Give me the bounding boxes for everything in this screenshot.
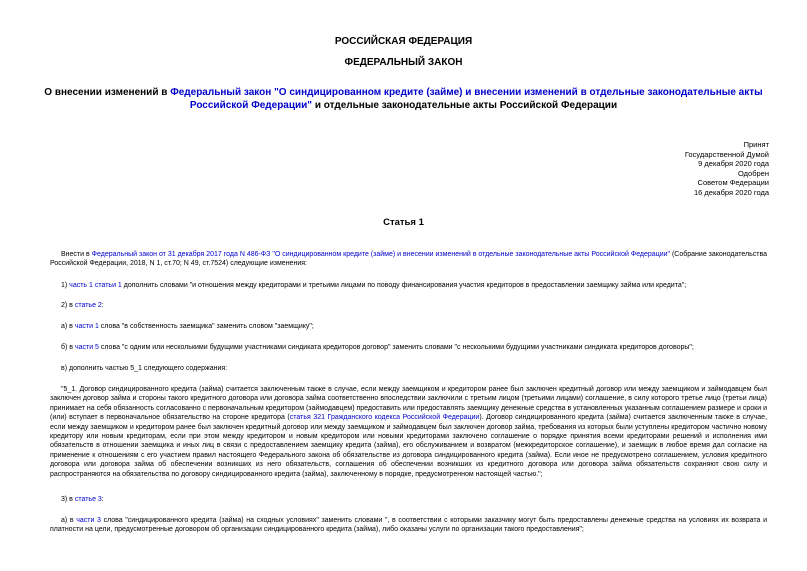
part-1-link[interactable]: части 1 [74,323,99,330]
paragraph-text: (Собрание законодательства Российской Федерации, 2018, N 1, ст.70; N 49, ст.7524) следующие изменения: [50,251,767,268]
adoption-info [569,140,769,197]
paragraph-item-2b [50,343,767,352]
law-486-link[interactable]: Федеральный закон от 31 декабря 2017 года N 486-ФЗ "О синдицированном кредите (займе) и внесении изменений в отдельные законодательные акты Российской Федерации" [91,251,671,258]
paragraph-item-2a [50,322,767,331]
paragraph-text: 1) [61,282,70,289]
paragraph-text: ). Договор синдицированного кредита (займа) считается заключенным также в случае, если между заемщиком и кредитором ранее был заключен кредитный договор или между заемщиком и займодавцем был заключен договор займа, требования из которых были уступлены кредитором частично новому кредитору или новым кредиторам, если при этом между кредитором и новым кредитором или новыми кредиторами заключено соглашение о порядке принятия всеми кредиторами решений и исполнения ими обязательств в отношении заемщика и иных лиц в связи с предоставлением заемщику кредита (займа), его обслуживанием и возвратом (межкредиторское соглашение), и заемщик в любое время дал согласие на применение к отношениям с его участием правил настоящего Федерального закона об обязательстве из договора синдицированного кредита (займа). Если иное не предусмотрено соглашением, условия кредитного договора или договора займа об обеспечении возникших из него обязательств, соглашения об обеспечении возникших из кредитного договора или договора займа обязательств сохраняют свою силу и распространяются на обязательства по договору синдицированного кредита (займа), заключенному в порядке, предусмотренном настоящей частью."; [50,414,768,478]
paragraph-text: дополнить словами "и отношения между кредиторами и третьими лицами по поводу финансирования участия кредиторов в предоставлении заемщику займа или кредита"; [121,282,687,289]
paragraph-intro [50,250,767,269]
paragraph-item-2 [50,301,767,310]
title-suffix: и отдельные законодательные акты Российской Федерации [312,100,618,111]
title-law-link[interactable]: Федеральный закон "О синдицированном кредите (займе) и внесении изменений в отдельные законодательные акты Российской Федерации" [170,87,763,111]
paragraph-text: : [101,302,104,309]
paragraph-text: а) в [61,323,75,330]
paragraph-text: слова "в собственность заемщика" заменить словом "заемщику"; [98,323,314,330]
paragraph-text: слова "с одним или несколькими будущими участниками синдиката кредиторов договор" заменить словами "с несколькими будущими участниками синдиката кредиторов договоры"; [98,344,694,351]
paragraph-text: слова "синдицированного кредита (займа) на сходных условиях" заменить словами ", в соответствии с которыми заказчику могут быть предоставлены денежные средства на условиях их возврата и платности на цели, предусмотренные договором об организации синдицированного кредита (займа), либо оказаны услуги по организации такого предоставления"; [50,517,767,534]
part-3-link[interactable]: части 3 [76,517,101,524]
paragraph-part-5-1 [50,385,767,479]
paragraph-item-3a [50,516,767,535]
paragraph-text: а) в [61,517,77,524]
approved-line: Советом Федерации [697,178,769,187]
title-prefix: О внесении изменений в [44,87,171,98]
header-law-type: ФЕДЕРАЛЬНЫЙ ЗАКОН [344,57,463,68]
civil-code-321-link[interactable]: статья 321 Гражданского кодекса Российской Федерации [289,414,480,422]
adopted-line: Государственной Думой [684,149,769,159]
adopted-line: 9 декабря 2020 года [698,159,769,168]
paragraph-text: 3) в [61,496,75,503]
paragraph-item-2c: в) дополнить частью 5_1 следующего содержания: [61,365,228,372]
part-5-link[interactable]: части 5 [74,344,99,351]
article-heading: Статья 1 [383,217,424,228]
document-title [30,86,777,112]
article-3-link[interactable]: статье 3 [74,496,102,503]
paragraph-text: "5_1. Договор синдицированного кредита (займа) считается заключенным также в случае, если между заемщиком и кредитором ранее был заключен кредитный договор или между заемщиком и займодавцем был заключен договор займа и стороны такого кредитного договора или договора займа соответственно впоследствии заключили с третьим лицом (третьими лицами) соглашение, в силу которого третье лицо (третьи лица) принимает на себя обязанность согласованно с первоначальным кредитором (займодавцем) предоставить или предоставлять заемщику денежные средства в установленных указанным соглашением размере и сроки и (или) вступает в первоначальное обязательство на стороне кредитора ( [50,386,767,422]
article-2-link[interactable]: статье 2 [74,302,102,309]
header-federation: РОССИЙСКАЯ ФЕДЕРАЦИЯ [334,36,473,47]
approved-line: 16 декабря 2020 года [693,187,769,197]
paragraph-text: б) в [61,344,75,351]
paragraph-text: Внести в [61,251,92,258]
paragraph-text: : [101,496,104,503]
adopted-line: Принят [743,140,769,149]
paragraph-item-1 [50,281,767,290]
paragraph-text: 2) в [61,302,75,309]
approved-line: Одобрен [738,168,769,178]
paragraph-item-3 [50,495,767,504]
part-1-article-1-link[interactable]: часть 1 статьи 1 [69,282,122,289]
